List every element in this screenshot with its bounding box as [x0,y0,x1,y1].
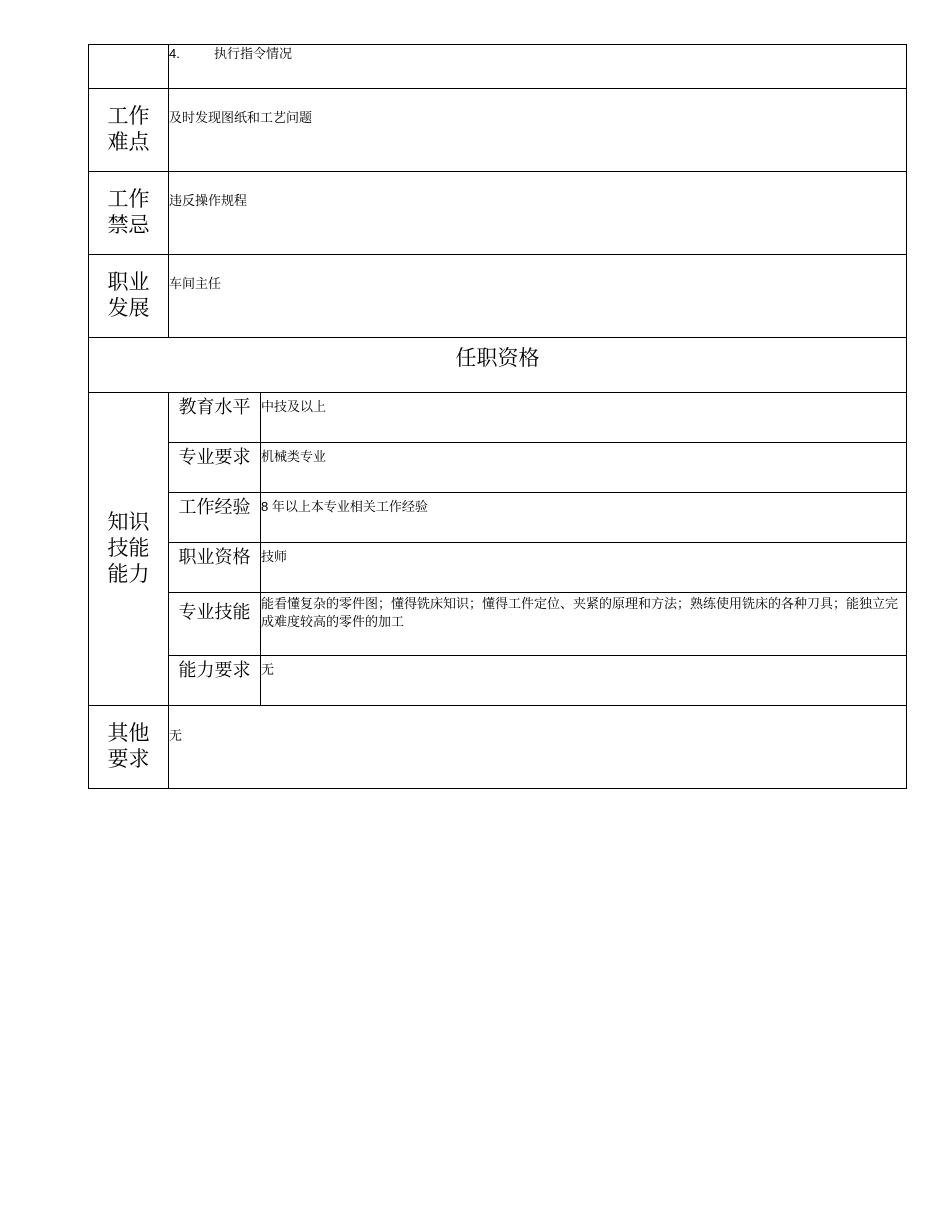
item-4-cell [169,45,907,89]
major-requirement-label: 专业要求 [169,443,261,493]
work-experience-value: 8 年以上本专业相关工作经验 [261,493,907,543]
ability-requirement-value: 无 [261,656,907,706]
vocational-qualification-label: 职业资格 [169,543,261,593]
row-major-requirement [89,443,907,493]
row-work-taboo [89,172,907,255]
row-work-experience [89,493,907,543]
item-4-number: 4. [169,46,180,61]
row-item-4 [89,45,907,89]
vocational-qualification-value: 技师 [261,543,907,593]
row-ability-requirement [89,656,907,706]
major-requirement-value: 机械类专业 [261,443,907,493]
knowledge-skill-ability-label: 知识 技能 能力 [89,393,169,706]
row-professional-skill [89,593,907,656]
row-qualification-title [89,338,907,393]
career-development-label: 职业 发展 [89,255,169,338]
ability-requirement-label: 能力要求 [169,656,261,706]
empty-label-cell [89,45,169,89]
row-education [89,393,907,443]
work-difficulty-text: 及时发现图纸和工艺问题 [169,89,907,172]
professional-skill-label: 专业技能 [169,593,261,656]
work-difficulty-label: 工作 难点 [89,89,169,172]
work-experience-label: 工作经验 [169,493,261,543]
row-career-development [89,255,907,338]
career-development-text: 车间主任 [169,255,907,338]
row-other-requirements [89,706,907,789]
professional-skill-value: 能看懂复杂的零件图；懂得铣床知识；懂得工件定位、夹紧的原理和方法；熟练使用铣床的各种刀具；能独立完成难度较高的零件的加工 [261,593,907,656]
row-work-difficulty [89,89,907,172]
education-value: 中技及以上 [261,393,907,443]
work-taboo-label: 工作 禁忌 [89,172,169,255]
work-taboo-text: 违反操作规程 [169,172,907,255]
job-description-table [88,44,907,789]
qualification-title: 任职资格 [89,338,907,393]
row-vocational-qualification [89,543,907,593]
education-label: 教育水平 [169,393,261,443]
other-requirements-label: 其他 要求 [89,706,169,789]
item-4-text: 执行指令情况 [214,46,293,61]
other-requirements-text: 无 [169,706,907,789]
